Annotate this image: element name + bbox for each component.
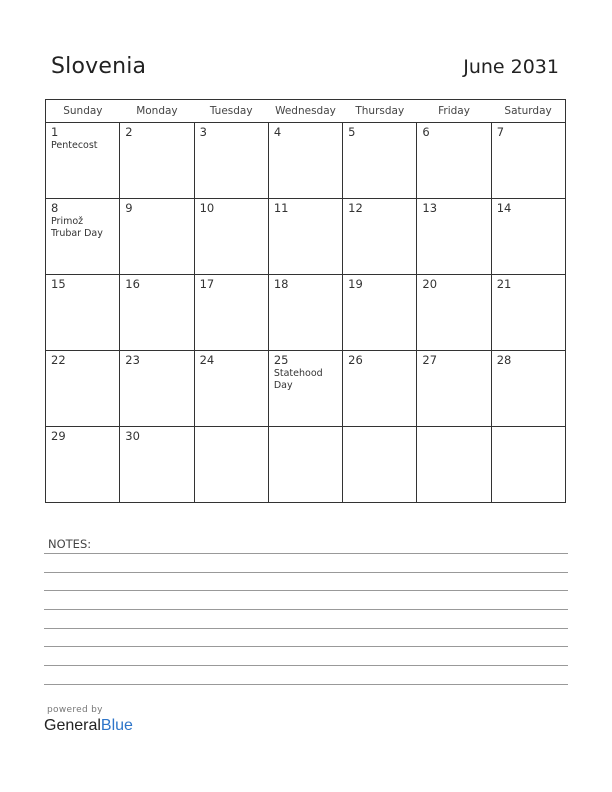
day-number: 30 bbox=[125, 429, 140, 443]
day-number: 23 bbox=[125, 353, 140, 367]
calendar-grid bbox=[45, 99, 566, 503]
weekday-header-row bbox=[46, 100, 566, 123]
day-number: 29 bbox=[51, 429, 66, 443]
calendar-day-cell bbox=[120, 275, 194, 351]
day-number: 12 bbox=[348, 201, 363, 215]
brand-general: General bbox=[44, 717, 101, 734]
holiday-label: Primož Trubar Day bbox=[51, 216, 103, 239]
weekday-header: Monday bbox=[120, 100, 194, 123]
calendar-day-cell bbox=[491, 275, 565, 351]
notes-line bbox=[44, 609, 568, 610]
day-number: 2 bbox=[125, 125, 133, 139]
calendar-day-cell bbox=[268, 427, 342, 503]
calendar-day-cell bbox=[417, 199, 491, 275]
calendar-week-row bbox=[46, 351, 566, 427]
day-number: 27 bbox=[422, 353, 438, 367]
weekday-header: Wednesday bbox=[268, 100, 342, 123]
calendar-day-cell bbox=[491, 123, 565, 199]
calendar-week-row bbox=[46, 123, 566, 199]
day-number: 7 bbox=[496, 125, 505, 139]
notes-line bbox=[44, 684, 568, 685]
day-number: 15 bbox=[51, 277, 66, 291]
day-number: 28 bbox=[496, 353, 512, 367]
notes-line bbox=[44, 553, 568, 554]
calendar-week-row bbox=[46, 275, 566, 351]
day-number: 13 bbox=[422, 201, 438, 215]
calendar-day-cell bbox=[46, 427, 120, 503]
calendar-country-title: Slovenia bbox=[51, 54, 147, 79]
calendar-day-cell bbox=[120, 123, 194, 199]
weekday-header: Sunday bbox=[46, 100, 120, 123]
calendar-day-cell bbox=[120, 351, 194, 427]
day-number: 17 bbox=[199, 277, 215, 291]
day-number: 19 bbox=[348, 277, 363, 291]
calendar-day-cell bbox=[194, 351, 268, 427]
calendar-day-cell bbox=[343, 275, 417, 351]
calendar-week-row bbox=[46, 199, 566, 275]
weekday-header: Saturday bbox=[491, 100, 565, 123]
calendar-day-cell bbox=[343, 427, 417, 503]
calendar-day-cell bbox=[46, 275, 120, 351]
day-number: 21 bbox=[496, 277, 512, 291]
notes-line bbox=[44, 590, 568, 591]
day-number: 6 bbox=[422, 125, 430, 139]
day-number: 5 bbox=[348, 125, 356, 139]
calendar-day-cell bbox=[491, 427, 565, 503]
calendar-day-cell bbox=[343, 199, 417, 275]
calendar-day-cell bbox=[417, 123, 491, 199]
day-number: 4 bbox=[273, 125, 282, 139]
day-number: 8 bbox=[51, 201, 59, 215]
notes-label: NOTES: bbox=[48, 537, 92, 551]
day-number: 14 bbox=[496, 201, 512, 215]
day-number: 18 bbox=[273, 277, 289, 291]
day-number: 9 bbox=[125, 201, 133, 215]
powered-by-text: powered by bbox=[47, 705, 103, 715]
calendar-week-row bbox=[46, 427, 566, 503]
calendar-body bbox=[46, 123, 566, 503]
day-number: 22 bbox=[51, 353, 66, 367]
day-number: 26 bbox=[348, 353, 363, 367]
calendar-day-cell bbox=[268, 199, 342, 275]
generalblue-logo bbox=[44, 717, 133, 735]
calendar-day-cell bbox=[268, 351, 342, 427]
calendar-day-cell bbox=[268, 123, 342, 199]
calendar-day-cell bbox=[194, 427, 268, 503]
day-number: 24 bbox=[199, 353, 215, 367]
holiday-label: Pentecost bbox=[51, 140, 98, 151]
calendar-day-cell bbox=[343, 351, 417, 427]
day-number: 16 bbox=[125, 277, 140, 291]
calendar-day-cell bbox=[268, 275, 342, 351]
calendar-day-cell bbox=[491, 199, 565, 275]
weekday-header: Thursday bbox=[343, 100, 417, 123]
holiday-label: Statehood Day bbox=[273, 368, 323, 391]
calendar-day-cell bbox=[417, 427, 491, 503]
brand-blue: Blue bbox=[100, 717, 133, 734]
calendar-day-cell bbox=[343, 123, 417, 199]
calendar-month-title: June 2031 bbox=[463, 56, 559, 78]
notes-line bbox=[44, 628, 568, 629]
calendar-day-cell bbox=[120, 427, 194, 503]
day-number: 3 bbox=[199, 125, 207, 139]
day-number: 10 bbox=[199, 201, 215, 215]
day-number: 25 bbox=[273, 353, 289, 367]
day-number: 1 bbox=[51, 125, 59, 139]
calendar-day-cell bbox=[46, 351, 120, 427]
calendar-day-cell bbox=[417, 275, 491, 351]
weekday-header: Tuesday bbox=[194, 100, 268, 123]
weekday-header: Friday bbox=[417, 100, 491, 123]
calendar-day-cell bbox=[417, 351, 491, 427]
calendar-day-cell bbox=[194, 123, 268, 199]
notes-line bbox=[44, 646, 568, 647]
notes-line bbox=[44, 572, 568, 573]
calendar-day-cell bbox=[491, 351, 565, 427]
notes-line bbox=[44, 665, 568, 666]
calendar-day-cell bbox=[194, 199, 268, 275]
day-number: 11 bbox=[273, 201, 289, 215]
calendar-day-cell bbox=[120, 199, 194, 275]
calendar-day-cell bbox=[46, 123, 120, 199]
calendar-day-cell bbox=[194, 275, 268, 351]
day-number: 20 bbox=[422, 277, 438, 291]
calendar-day-cell bbox=[46, 199, 120, 275]
